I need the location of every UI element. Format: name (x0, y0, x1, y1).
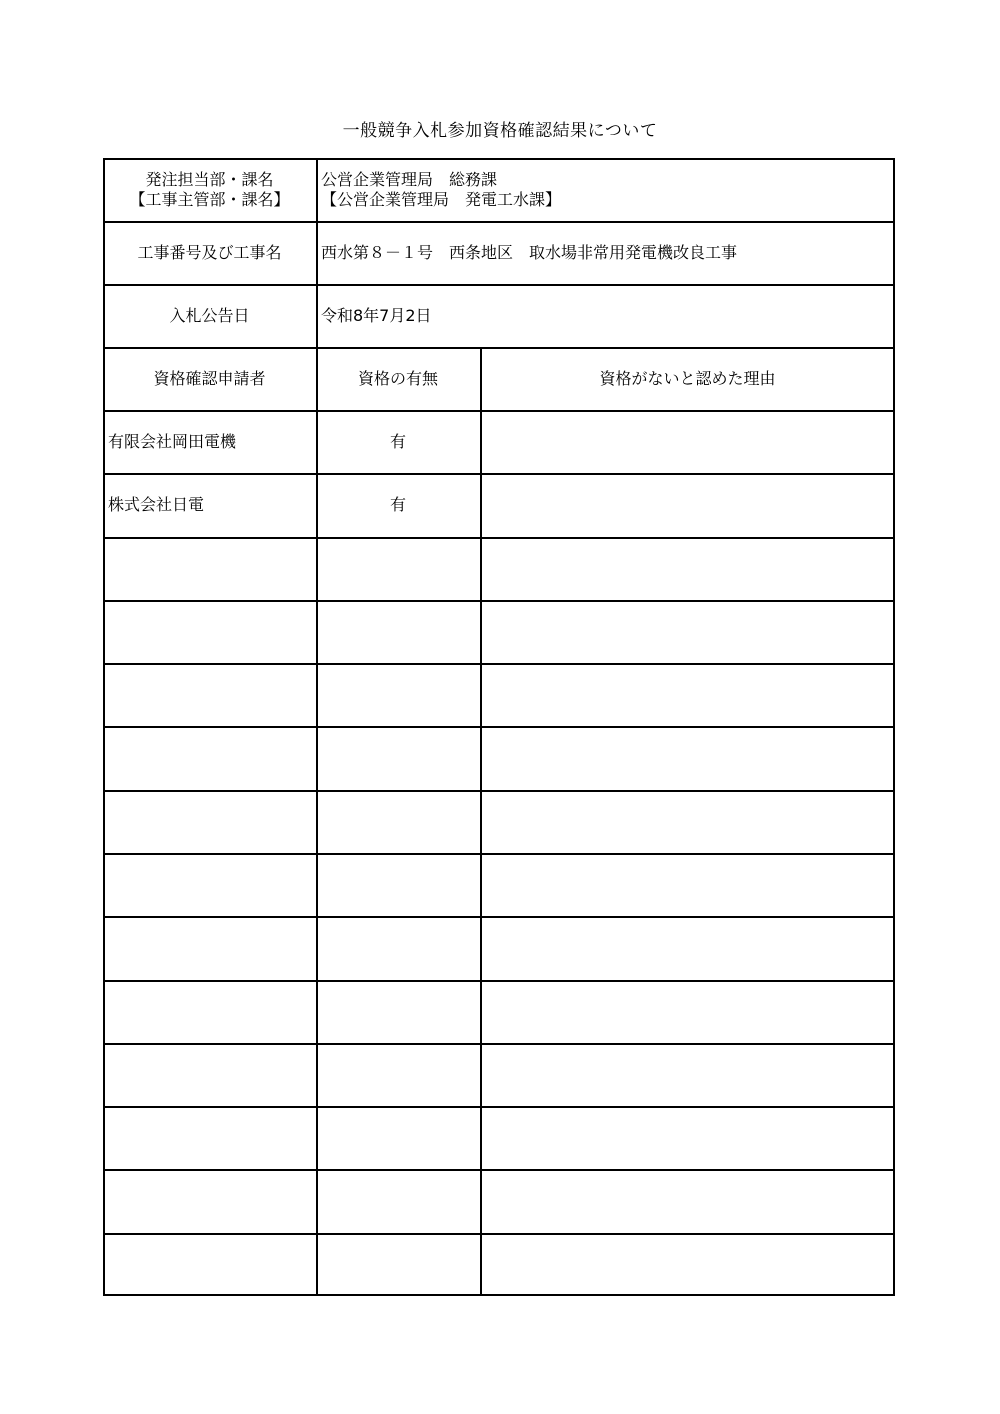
qualified-cell (316, 916, 480, 979)
header-qualified: 資格の有無 (357, 368, 438, 388)
reason-cell (480, 853, 895, 916)
grid-line-horizontal (103, 158, 895, 160)
qualified-cell (316, 1106, 480, 1169)
grid-line-horizontal (103, 1294, 895, 1296)
applicant-cell (103, 916, 316, 979)
project-value-cell: 西水第８－１号 西条地区 取水場非常用発電機改良工事 (321, 242, 738, 262)
grid-line-horizontal (103, 980, 895, 982)
dept-value-line2: 【公営企業管理局 発電工水課】 (321, 189, 562, 209)
qualified-cell: 有 (389, 494, 406, 514)
qualified-cell (316, 537, 480, 600)
applicant-cell (103, 1233, 316, 1296)
grid-line-horizontal (103, 853, 895, 855)
grid-line-horizontal (103, 1043, 895, 1045)
reason-cell (480, 980, 895, 1043)
applicant-cell (103, 1043, 316, 1106)
applicant-cell (103, 1106, 316, 1169)
project-label-cell: 工事番号及び工事名 (137, 242, 282, 262)
qualified-cell (316, 1043, 480, 1106)
reason-cell (480, 1106, 895, 1169)
notice-date-label-cell: 入札公告日 (169, 305, 250, 325)
qualified-cell (316, 980, 480, 1043)
applicant-cell: 有限会社岡田電機 (108, 431, 237, 451)
grid-line-horizontal (103, 1233, 895, 1235)
reason-cell (480, 473, 895, 536)
grid-line-horizontal (103, 600, 895, 602)
results-form-table (103, 158, 895, 1296)
qualified-cell: 有 (389, 431, 406, 451)
grid-line-horizontal (103, 790, 895, 792)
qualified-cell (316, 600, 480, 663)
header-applicant: 資格確認申請者 (153, 368, 266, 388)
reason-cell (480, 1169, 895, 1232)
applicant-cell (103, 726, 316, 789)
qualified-cell (316, 726, 480, 789)
applicant-cell (103, 790, 316, 853)
qualified-cell (316, 853, 480, 916)
applicant-cell (103, 853, 316, 916)
qualified-cell (316, 790, 480, 853)
dept-value-line1: 公営企業管理局 総務課 (321, 169, 498, 189)
grid-line-horizontal (103, 473, 895, 475)
dept-label-line2: 【工事主管部・課名】 (129, 189, 290, 209)
document-title: 一般競争入札参加資格確認結果について (342, 121, 658, 141)
grid-line-horizontal (103, 726, 895, 728)
header-reason: 資格がないと認めた理由 (599, 368, 776, 388)
reason-cell (480, 600, 895, 663)
grid-line-horizontal (103, 1169, 895, 1171)
grid-line-horizontal (103, 284, 895, 286)
grid-line-vertical (480, 347, 482, 1296)
dept-label-cell (103, 158, 316, 221)
grid-line-horizontal (103, 1106, 895, 1108)
reason-cell (480, 410, 895, 473)
reason-cell (480, 790, 895, 853)
reason-cell (480, 663, 895, 726)
applicant-cell: 株式会社日電 (108, 494, 205, 514)
grid-line-horizontal (103, 221, 895, 223)
reason-cell (480, 537, 895, 600)
dept-value-cell (316, 158, 895, 221)
applicant-cell (103, 663, 316, 726)
grid-line-horizontal (103, 537, 895, 539)
applicant-cell (103, 980, 316, 1043)
reason-cell (480, 1233, 895, 1296)
dept-label-line1: 発注担当部・課名 (145, 169, 274, 189)
qualified-cell (316, 663, 480, 726)
grid-line-vertical (893, 158, 895, 1296)
grid-line-horizontal (103, 410, 895, 412)
grid-line-vertical (103, 158, 105, 1296)
applicant-cell (103, 537, 316, 600)
grid-line-horizontal (103, 663, 895, 665)
qualified-cell (316, 1169, 480, 1232)
grid-line-horizontal (103, 916, 895, 918)
grid-line-vertical (316, 158, 318, 1296)
notice-date-value-cell: 令和8年7月2日 (321, 305, 432, 325)
reason-cell (480, 726, 895, 789)
applicant-cell (103, 600, 316, 663)
qualified-cell (316, 1233, 480, 1296)
reason-cell (480, 916, 895, 979)
reason-cell (480, 1043, 895, 1106)
grid-line-horizontal (103, 347, 895, 349)
applicant-cell (103, 1169, 316, 1232)
